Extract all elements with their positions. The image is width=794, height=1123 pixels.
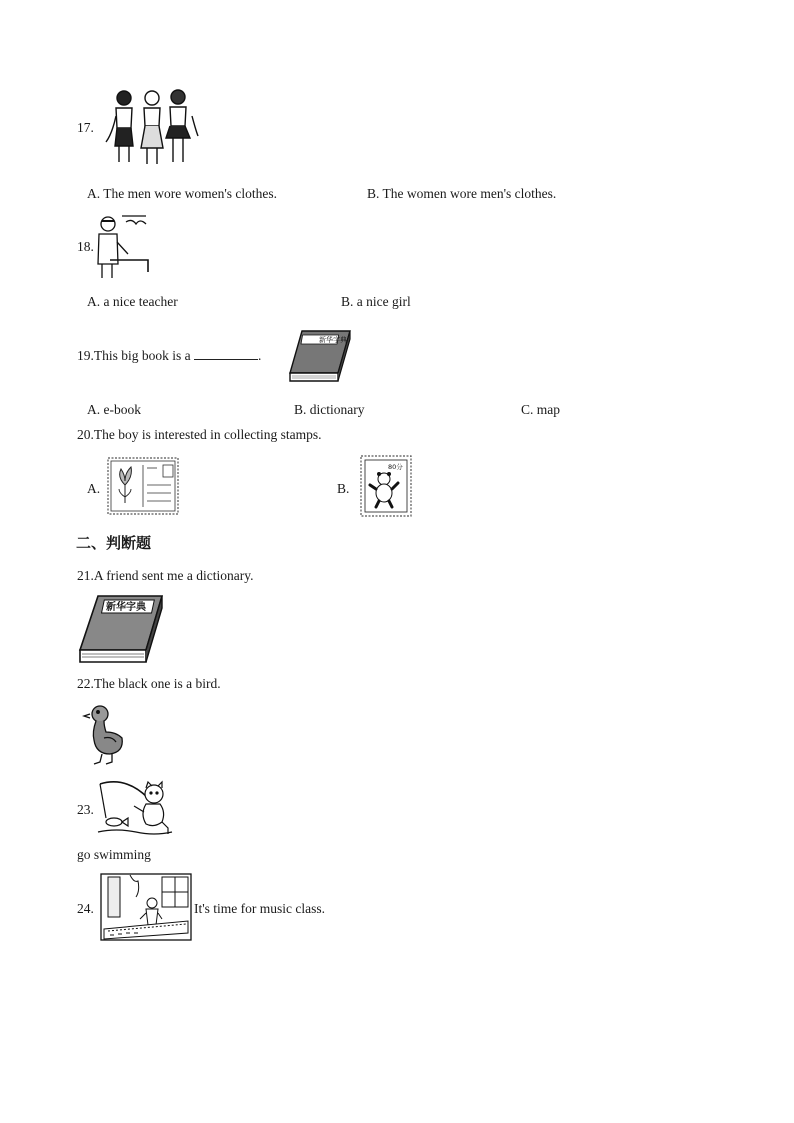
q20-option-b[interactable]: B. [337, 481, 350, 496]
q17-option-a[interactable]: A. The men wore women's clothes. [87, 186, 278, 201]
q20-question: 20.The boy is interested in collecting stamps. [77, 427, 322, 442]
q19-answer-blank[interactable] [194, 347, 258, 360]
q18-picture-teacher [96, 214, 150, 280]
q24-music-class-picture [100, 873, 192, 941]
q21-book-cover-text: 新华字典 [106, 602, 146, 613]
q20-stamp-value: 80分 [388, 463, 403, 471]
q22-duck-icon [82, 702, 126, 766]
q19-question [77, 347, 261, 364]
q19-book-cover-text: 新华字典 [319, 336, 347, 344]
section-heading-judgement: 二、判断题 [76, 534, 152, 552]
q19-option-b[interactable]: B. dictionary [294, 402, 365, 417]
q19-option-c[interactable]: C. map [521, 402, 560, 417]
q23-number: 23. [77, 802, 94, 817]
q22-statement: 22.The black one is a bird. [77, 676, 221, 691]
q17-option-b[interactable]: B. The women wore men's clothes. [367, 186, 557, 201]
q23-caption: go swimming [77, 847, 151, 862]
q18-number: 18. [77, 239, 94, 254]
q18-option-b[interactable]: B. a nice girl [341, 294, 411, 309]
q19-period: . [258, 348, 262, 363]
q24-number: 24. [77, 901, 94, 916]
q20-stamp-a-postcard-icon[interactable] [107, 457, 179, 515]
q24-statement: It's time for music class. [194, 901, 326, 916]
q20-option-a[interactable]: A. [87, 481, 101, 496]
q21-statement: 21.A friend sent me a dictionary. [77, 568, 254, 583]
q19-dictionary-icon [286, 327, 352, 385]
q17-number: 17. [77, 120, 94, 135]
q17-picture-people [104, 86, 200, 168]
q19-option-a[interactable]: A. e-book [87, 402, 141, 417]
q21-dictionary-icon [76, 592, 164, 666]
q23-cat-fishing-picture [96, 778, 174, 840]
q20-stamp-b-panda-icon[interactable] [360, 455, 412, 517]
q19-text: 19.This big book is a [77, 348, 191, 363]
q18-option-a[interactable]: A. a nice teacher [87, 294, 178, 309]
